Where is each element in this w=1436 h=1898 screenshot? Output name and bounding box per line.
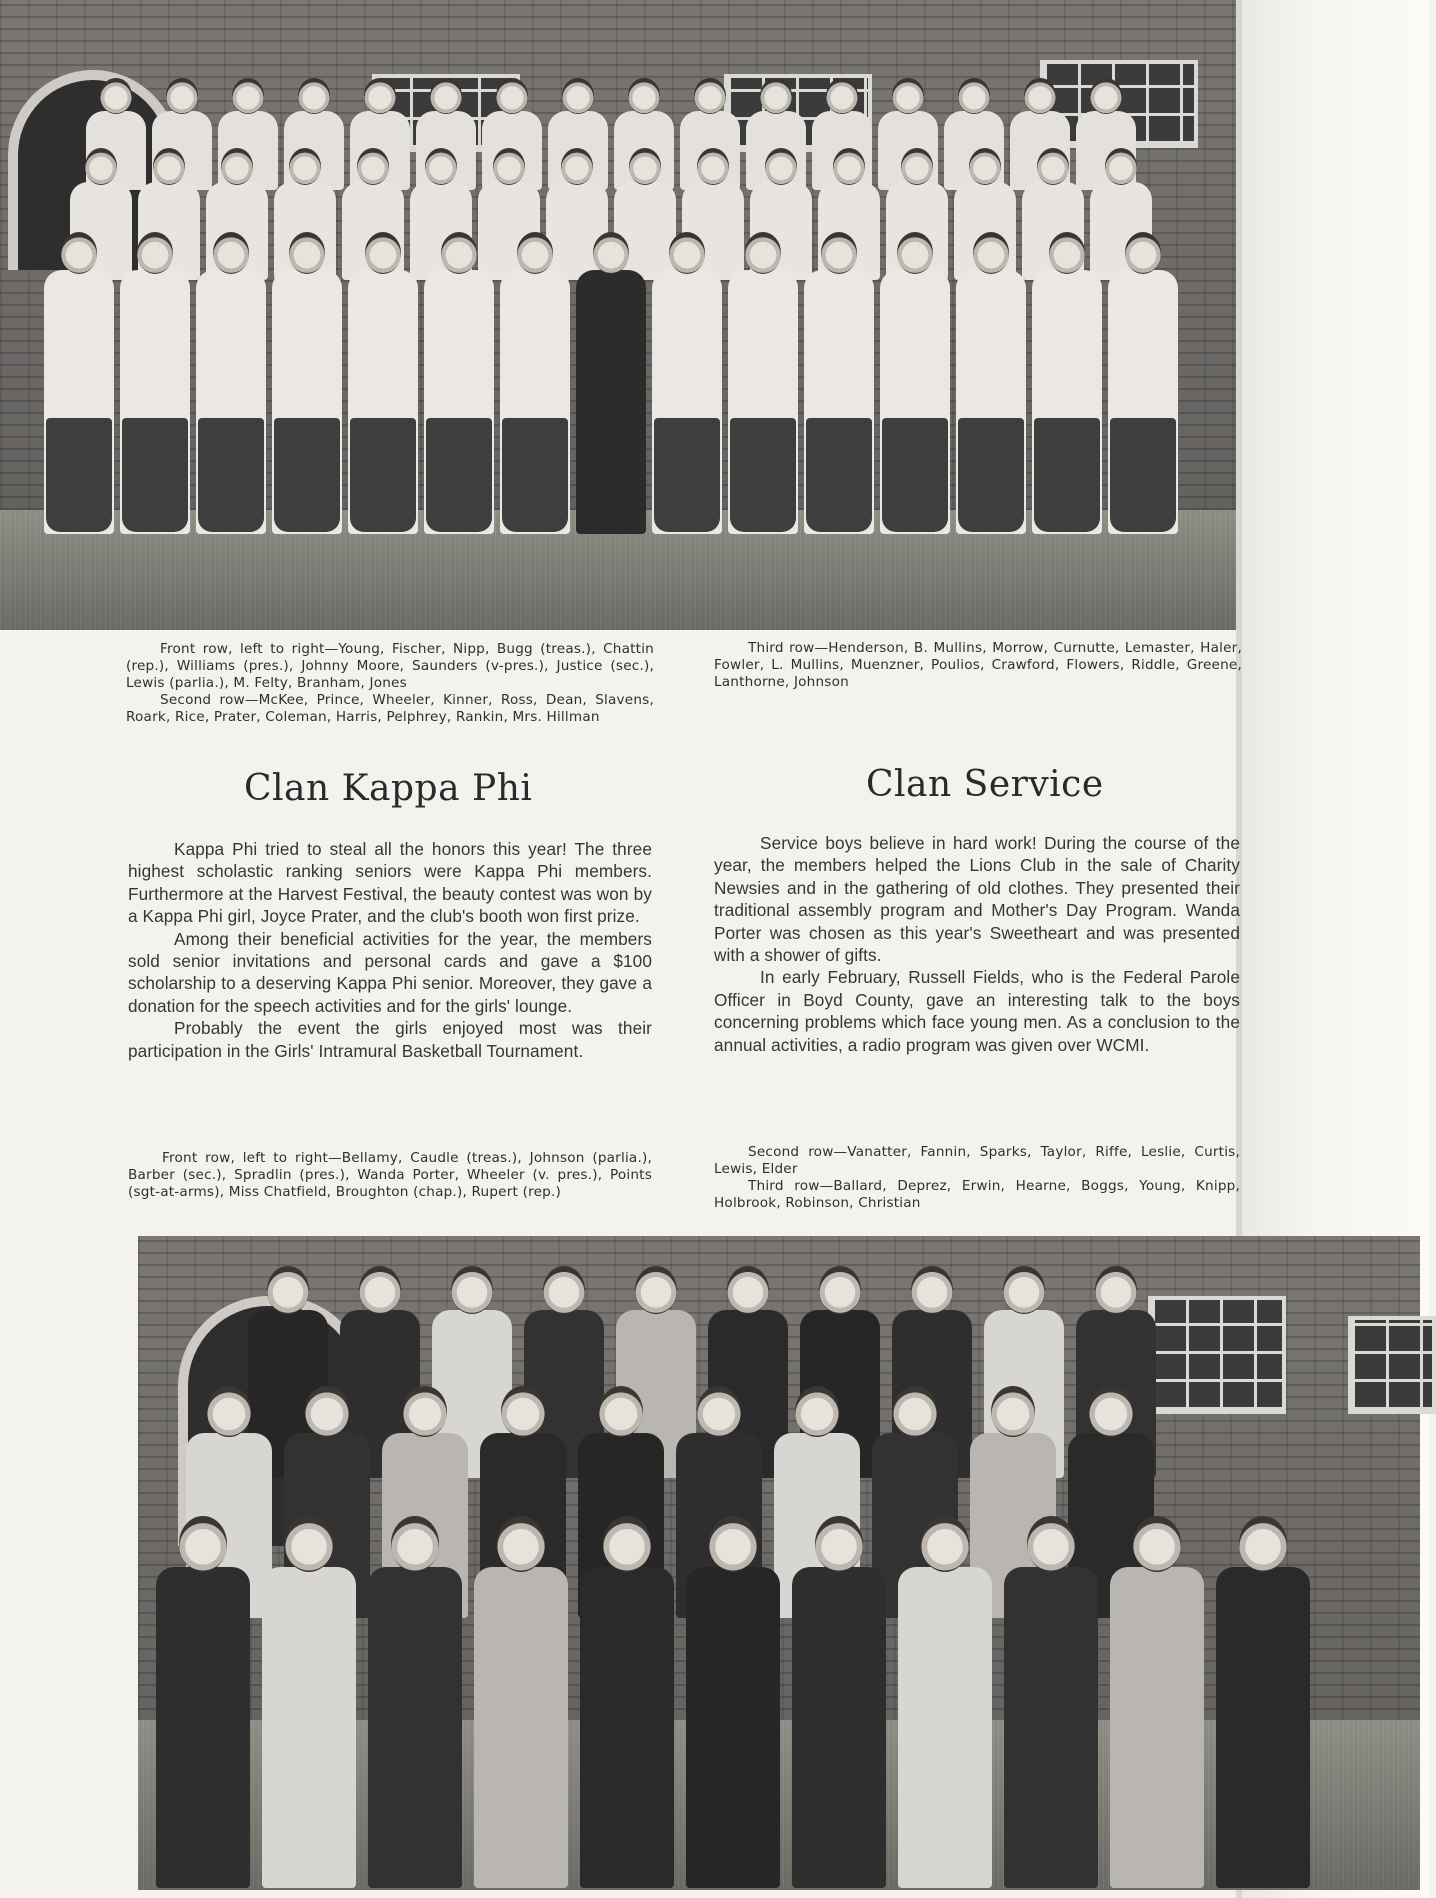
member-head xyxy=(958,78,989,114)
member-head xyxy=(795,1386,840,1437)
member-head xyxy=(635,1266,677,1314)
group-member xyxy=(686,1516,780,1886)
kappa-phi-second-row: Second row—McKee, Prince, Wheeler, Kinner, Ross, Dean, Slavens, Roark, Rice, Prater, Coleman, Harris, Pelphrey, Rankin, Mrs. Hillman xyxy=(126,692,654,725)
member-head xyxy=(833,148,865,185)
member-head xyxy=(305,1386,350,1437)
member-torso xyxy=(576,270,646,534)
member-head xyxy=(911,1266,953,1314)
member-head xyxy=(991,1386,1036,1437)
member-head xyxy=(727,1266,769,1314)
service-second-row: Second row—Vanatter, Fannin, Sparks, Taylor, Riffe, Leslie, Curtis, Lewis, Elder xyxy=(714,1144,1240,1177)
kappa-phi-caption-right xyxy=(714,640,1242,691)
group-member xyxy=(44,232,114,532)
member-head xyxy=(821,232,857,274)
member-head xyxy=(697,1386,742,1437)
member-head xyxy=(1095,1266,1137,1314)
group-members xyxy=(0,0,1236,630)
member-skirt xyxy=(806,418,872,532)
member-torso xyxy=(686,1567,780,1888)
member-head xyxy=(1049,232,1085,274)
group-member xyxy=(652,232,722,532)
service-caption-left xyxy=(128,1150,652,1201)
member-head xyxy=(561,148,593,185)
member-skirt xyxy=(1034,418,1100,532)
member-head xyxy=(892,78,923,114)
member-skirt xyxy=(46,418,112,532)
member-head xyxy=(430,78,461,114)
kappa-phi-caption-left xyxy=(126,641,654,725)
kappa-phi-front-row: Front row, left to right—Young, Fischer, Nipp, Bugg (treas.), Chattin (rep.), Williams (pres.), Johnny Moore, Saunders (v-pres.), Justice (sec.), Lewis (parlia.), M. Felty, Branham, Jones xyxy=(126,641,654,691)
service-paragraph: In early February, Russell Fields, who is the Federal Parole Officer in Boyd County, gave an interesting talk to the boys concerning problems which face young men. As a conclusion to the annual activities, a radio program was given over WCMI. xyxy=(714,967,1240,1055)
member-skirt xyxy=(730,418,796,532)
group-member xyxy=(196,232,266,532)
member-torso xyxy=(1110,1567,1204,1888)
service-group-photo xyxy=(138,1236,1420,1890)
kappa-phi-article xyxy=(128,838,652,1062)
member-head xyxy=(1024,78,1055,114)
service-paragraph: Service boys believe in hard work! During the course of the year, the members helped the Lions Club in the sale of Charity Newsies and in the gathering of old clothes. They presented their traditional assembly program and Mother's Day Program. Wanda Porter was chosen as this year's Sweetheart and was presented with a shower of gifts. xyxy=(714,833,1240,966)
member-torso xyxy=(474,1567,568,1888)
member-head xyxy=(543,1266,585,1314)
group-member xyxy=(792,1516,886,1886)
member-head xyxy=(232,78,263,114)
member-head xyxy=(451,1266,493,1314)
group-member xyxy=(898,1516,992,1886)
member-head xyxy=(628,78,659,114)
member-head xyxy=(973,232,1009,274)
kappa-phi-paragraph: Among their beneficial activities for the year, the members sold senior invitations and personal cards and gave a $100 scholarship to a deserving Kappa Phi senior. Moreover, they gave a donation for the speech activities and for the girls' lounge. xyxy=(128,928,652,1016)
member-torso xyxy=(156,1567,250,1888)
group-member xyxy=(424,232,494,532)
member-head xyxy=(403,1386,448,1437)
group-member xyxy=(804,232,874,532)
member-head xyxy=(501,1386,546,1437)
group-member xyxy=(880,232,950,532)
service-title: Clan Service xyxy=(866,764,1104,805)
member-head xyxy=(285,1516,334,1572)
group-member xyxy=(576,232,646,532)
service-third-row: Third row—Ballard, Deprez, Erwin, Hearne, Boggs, Young, Knipp, Holbrook, Robinson, Christian xyxy=(714,1178,1240,1211)
group-member xyxy=(1110,1516,1204,1886)
member-head xyxy=(166,78,197,114)
member-skirt xyxy=(654,418,720,532)
member-head xyxy=(562,78,593,114)
member-skirt xyxy=(426,418,492,532)
member-head xyxy=(1003,1266,1045,1314)
member-torso xyxy=(1216,1567,1310,1888)
member-head xyxy=(1089,1386,1134,1437)
member-skirt xyxy=(1110,418,1176,532)
member-head xyxy=(1105,148,1137,185)
kappa-phi-group-photo xyxy=(0,0,1236,630)
member-head xyxy=(441,232,477,274)
kappa-phi-third-row: Third row—Henderson, B. Mullins, Morrow, Curnutte, Lemaster, Haler, Fowler, L. Mullins, Muenzner, Poulios, Crawford, Flowers, Riddle, Greene, Lanthorne, Johnson xyxy=(714,640,1242,690)
member-head xyxy=(207,1386,252,1437)
member-head xyxy=(365,232,401,274)
member-head xyxy=(364,78,395,114)
group-member xyxy=(474,1516,568,1886)
member-torso xyxy=(1004,1567,1098,1888)
member-torso xyxy=(262,1567,356,1888)
member-head xyxy=(745,232,781,274)
member-head xyxy=(85,148,117,185)
member-head xyxy=(1239,1516,1288,1572)
member-head xyxy=(760,78,791,114)
member-head xyxy=(391,1516,440,1572)
member-head xyxy=(593,232,629,274)
member-head xyxy=(357,148,389,185)
member-head xyxy=(1027,1516,1076,1572)
group-member xyxy=(500,232,570,532)
group-members xyxy=(138,1236,1420,1890)
member-head xyxy=(669,232,705,274)
kappa-phi-paragraph: Kappa Phi tried to steal all the honors this year! The three highest scholastic ranking seniors were Kappa Phi members. Furthermore at the Harvest Festival, the beauty contest was won by a Kappa Phi girl, Joyce Prater, and the club's booth won first prize. xyxy=(128,839,652,927)
member-head xyxy=(359,1266,401,1314)
group-member xyxy=(368,1516,462,1886)
member-skirt xyxy=(122,418,188,532)
group-member xyxy=(120,232,190,532)
member-skirt xyxy=(958,418,1024,532)
member-head xyxy=(517,232,553,274)
member-head xyxy=(298,78,329,114)
member-head xyxy=(709,1516,758,1572)
member-head xyxy=(1125,232,1161,274)
member-head xyxy=(496,78,527,114)
member-head xyxy=(603,1516,652,1572)
member-head xyxy=(893,1386,938,1437)
member-head xyxy=(697,148,729,185)
group-member xyxy=(272,232,342,532)
member-head xyxy=(289,148,321,185)
member-head xyxy=(497,1516,546,1572)
kappa-phi-paragraph: Probably the event the girls enjoyed most was their participation in the Girls' Intramural Basketball Tournament. xyxy=(128,1018,652,1061)
group-member xyxy=(728,232,798,532)
member-head xyxy=(221,148,253,185)
member-head xyxy=(969,148,1001,185)
member-head xyxy=(289,232,325,274)
group-member xyxy=(156,1516,250,1886)
member-torso xyxy=(368,1567,462,1888)
group-member xyxy=(262,1516,356,1886)
member-head xyxy=(826,78,857,114)
group-member xyxy=(956,232,1026,532)
member-skirt xyxy=(350,418,416,532)
member-head xyxy=(901,148,933,185)
member-skirt xyxy=(882,418,948,532)
member-head xyxy=(100,78,131,114)
member-head xyxy=(61,232,97,274)
member-skirt xyxy=(502,418,568,532)
group-member xyxy=(580,1516,674,1886)
group-member xyxy=(1108,232,1178,532)
member-head xyxy=(599,1386,644,1437)
member-torso xyxy=(792,1567,886,1888)
kappa-phi-title: Clan Kappa Phi xyxy=(244,768,533,809)
member-head xyxy=(213,232,249,274)
member-head xyxy=(1133,1516,1182,1572)
service-caption-right xyxy=(714,1144,1240,1212)
member-skirt xyxy=(198,418,264,532)
member-torso xyxy=(580,1567,674,1888)
member-head xyxy=(137,232,173,274)
member-head xyxy=(921,1516,970,1572)
member-head xyxy=(629,148,661,185)
member-skirt xyxy=(274,418,340,532)
member-head xyxy=(765,148,797,185)
member-head xyxy=(179,1516,228,1572)
member-head xyxy=(493,148,525,185)
group-member xyxy=(1004,1516,1098,1886)
group-member xyxy=(1216,1516,1310,1886)
member-head xyxy=(153,148,185,185)
member-head xyxy=(267,1266,309,1314)
member-head xyxy=(1090,78,1121,114)
member-head xyxy=(1037,148,1069,185)
service-article xyxy=(714,832,1240,1056)
group-member xyxy=(1032,232,1102,532)
member-head xyxy=(897,232,933,274)
member-torso xyxy=(898,1567,992,1888)
member-head xyxy=(694,78,725,114)
group-member xyxy=(348,232,418,532)
member-head xyxy=(815,1516,864,1572)
member-head xyxy=(425,148,457,185)
service-front-row: Front row, left to right—Bellamy, Caudle (treas.), Johnson (parlia.), Barber (sec.), Spradlin (pres.), Wanda Porter, Wheeler (v. pres.), Points (sgt-at-arms), Miss Chatfield, Broughton (chap.), Rupert (rep.) xyxy=(128,1150,652,1200)
member-head xyxy=(819,1266,861,1314)
